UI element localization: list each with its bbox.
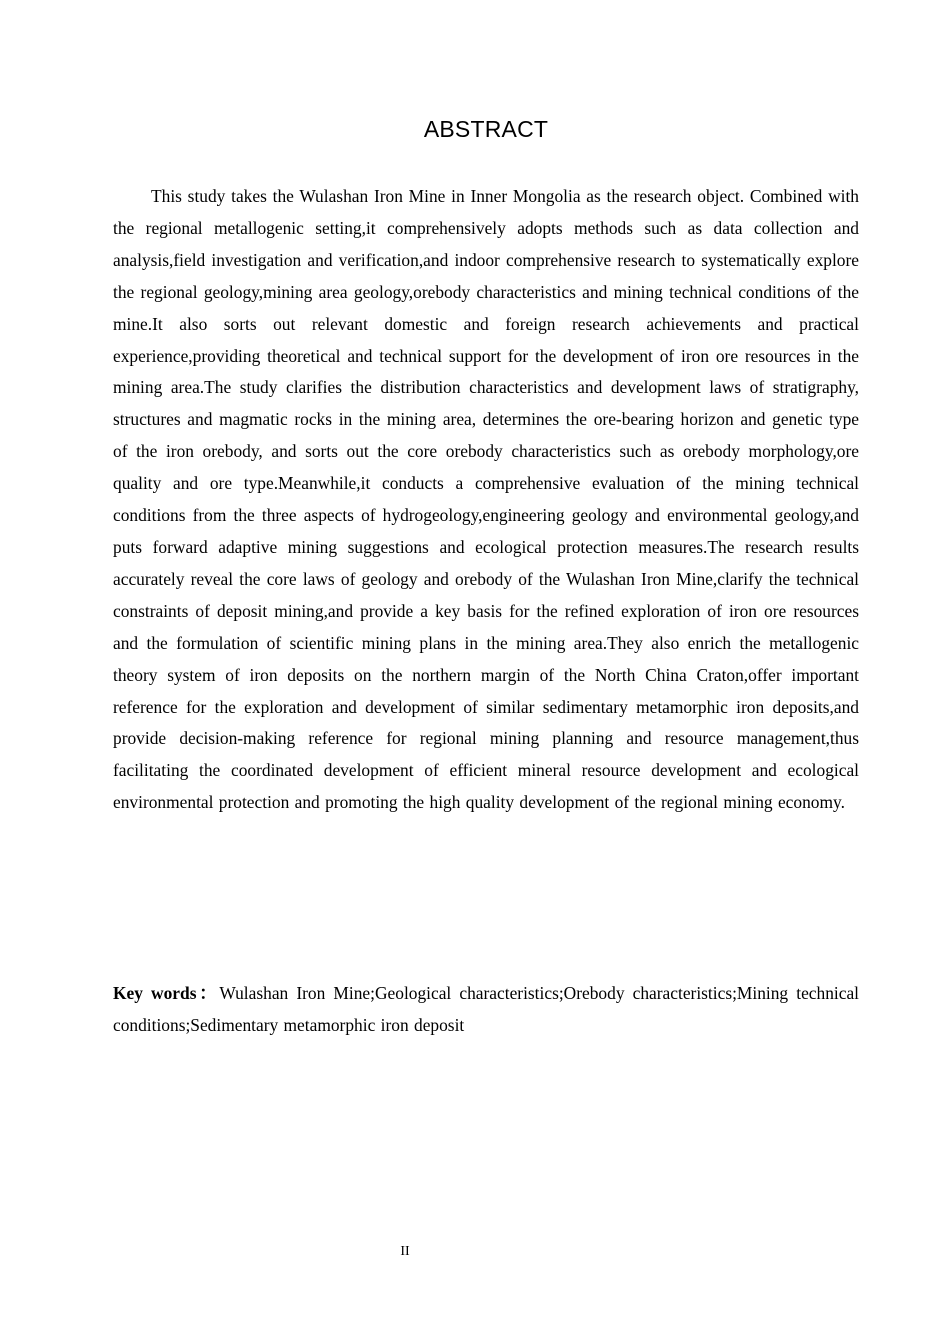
keywords-text: Wulashan Iron Mine;Geological characteristics;Orebody characteristics;Mining technical conditions;Sedimentary metamorphic iron deposit [113,983,859,1035]
abstract-title: ABSTRACT [423,116,549,142]
page-number: II [400,1244,410,1259]
keywords-paragraph [113,978,859,1042]
keywords-label: Key words： [113,983,220,1003]
abstract-body: This study takes the Wulashan Iron Mine in Inner Mongolia as the research object. Combined with the regional metallogenic setting,it comprehensively adopts methods such as data collection and analysis,field investigation and verification,and indoor comprehensive research to systematically explore the regional geology,mining area geology,orebody characteristics and mining technical conditions of the mine.It also sorts out relevant domestic and foreign research achievements and practical experience,providing theoretical and technical support for the development of iron ore resources in the mining area.The study clarifies the distribution characteristics and development laws of stratigraphy, structures and magmatic rocks in the mining area, determines the ore-bearing horizon and genetic type of the iron orebody, and sorts out the core orebody characteristics such as orebody morphology,ore quality and ore type.Meanwhile,it conducts a comprehensive evaluation of the mining technical conditions from the three aspects of hydrogeology,engineering geology and environmental geology,and puts forward adaptive mining suggestions and ecological protection measures.The research results accurately reveal the core laws of geology and orebody of the Wulashan Iron Mine,clarify the technical constraints of deposit mining,and provide a key basis for the refined exploration of iron ore resources and the formulation of scientific mining plans in the mining area.They also enrich the metallogenic theory system of iron deposits on the northern margin of the North China Craton,offer important reference for the exploration and development of similar sedimentary metamorphic iron deposits,and provide decision-making reference for regional mining planning and resource management,thus facilitating the coordinated development of efficient mineral resource development and ecological environmental protection and promoting the high quality development of the regional mining economy. [113,186,859,813]
